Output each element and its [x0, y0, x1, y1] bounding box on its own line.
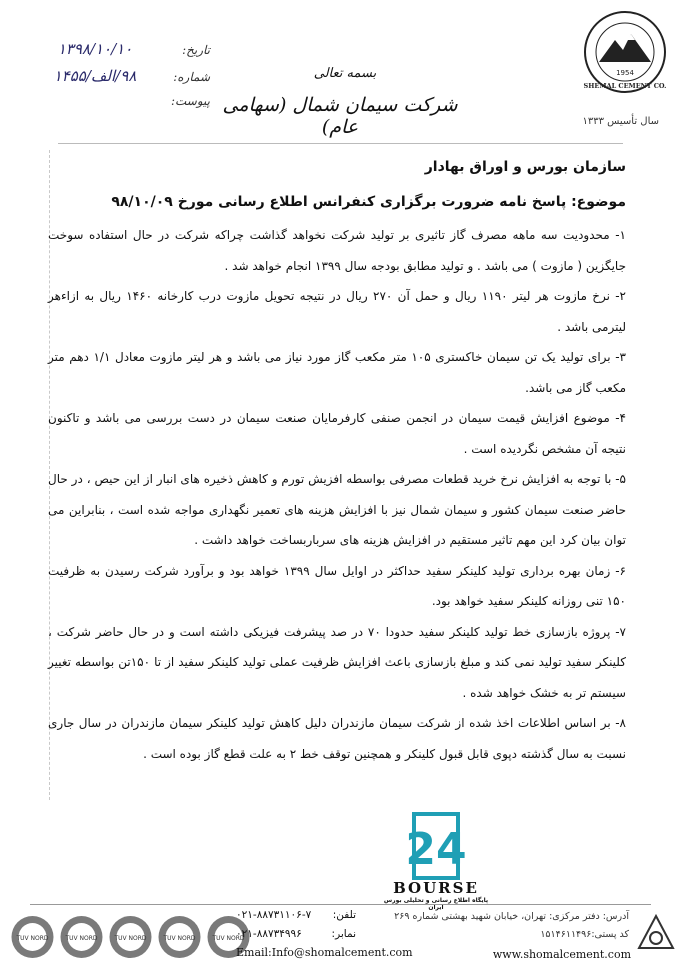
list-item: ۱- محدودیت سه ماهه مصرف گاز تاثیری بر تولید شرکت نخواهد گذاشت چراکه شرکت در حال استفاده سوخت جایگزین ( مازوت ) می باشد . و تولید مطابق بودجه سال ۱۳۹۹ انجام خواهد شد . [48, 228, 626, 273]
fax-label: نمابر: [331, 928, 356, 940]
footer-divider [30, 904, 651, 905]
bismillah: بسمه تعالی [313, 66, 377, 81]
address-line: آدرس: دفتر مرکزی: تهران، خیابان شهید بهشتی شماره ۲۶۹ [394, 911, 629, 922]
address-block [379, 908, 629, 944]
list-item: ۶- زمان بهره برداری تولید کلینکر سفید حداکثر در اوایل سال ۱۳۹۹ خواهد بود و برآورد شرکت رسیدن به ظرفیت ۱۵۰ تنی روزانه کلینکر سفید خواهد بود. [48, 563, 626, 608]
number-row [30, 67, 210, 94]
tuv-badge-icon [108, 910, 153, 964]
attachment-row [30, 94, 210, 121]
attachment-label: پیوست: [170, 94, 210, 108]
list-item: ۴- موضوع افزایش قیمت سیمان در انجمن صنفی کارفرمایان صنعت سیمان در دست بررسی می باشد و تاکنون نتیجه آن مشخص نگردیده است . [48, 411, 626, 456]
phone-value: ۰۲۱-۸۸۷۳۱۱۰۶-۷ [236, 909, 312, 921]
badge-label: TUV NORD [65, 935, 98, 942]
recipient: سازمان بورس و اوراق بهادار [424, 159, 626, 175]
date-label: تاریخ: [182, 43, 210, 57]
postal-code: کد پستی:۱۵۱۴۶۱۱۴۹۶ [540, 929, 629, 940]
badge-label: TUV NORD [212, 935, 245, 942]
number-value: ۹۸/الف/۱۴۵۵ [53, 67, 137, 85]
tuv-badge-icon [10, 910, 55, 964]
bourse-wordmark: BOURSE [393, 879, 479, 897]
letter-body [48, 150, 626, 769]
list-item: ۳- برای تولید یک تن سیمان خاکستری ۱۰۵ متر مکعب گاز مورد نیاز می باشد و هر لیتر مازوت معادل ۱/۱ دهم متر مکعب گاز می باشد. [48, 350, 626, 395]
list-item: ۲- نرخ مازوت هر لیتر ۱۱۹۰ ریال و حمل آن ۲۷۰ ریال در نتیجه تحویل مازوت درب کارخانه ۱۴۶۰ ریال به ازاءهر لیترمی باشد . [48, 289, 626, 334]
header-divider [58, 143, 623, 144]
contact-phones [236, 906, 356, 944]
list-item: ۸- بر اساس اطلاعات اخذ شده از شرکت سیمان مازندران دلیل کاهش تولید کلینکر سیمان مازندران در سال جاری نسبت به سال گذشته دپوی قابل قبول کلینکر و همچنین توقف خط ۲ به علت قطع گاز بوده است . [48, 716, 626, 761]
badge-label: TUV NORD [163, 935, 196, 942]
website-address: www.shomalcement.com [492, 948, 631, 961]
badge-label: TUV NORD [114, 935, 147, 942]
logo-english: SHEMAL CEMENT CO. [583, 82, 667, 90]
phone-row [236, 906, 356, 925]
certification-badges [10, 910, 251, 964]
footer-logo-icon [637, 914, 675, 950]
subject-line: موضوع: پاسخ نامه ضرورت برگزاری کنفرانس اطلاع رسانی مورخ ۹۸/۱۰/۰۹ [111, 194, 626, 210]
date-value: ۱۳۹۸/۱۰/۱۰ [57, 40, 133, 58]
letter-meta [30, 40, 210, 121]
number-label: شماره: [173, 70, 210, 84]
badge-label: TUV NORD [16, 935, 49, 942]
fax-row [236, 925, 356, 944]
company-logo [583, 10, 667, 94]
list-item: ۵- با توجه به افزایش نرخ خرید قطعات مصرفی بواسطه افزیش تورم و کاهش ذخیره های انبار از این حیص ، در حال حاضر صنعت سیمان کشور و سیمان شمال نیز با افزایش هزینه های تعمیر نگهداری مواجه شده است ، بنابراین می توان بیان کرد این مهم تاثیر مستقیم در افزایش هزینه های سرباربساخت خواهد داشت . [48, 472, 626, 547]
tuv-badge-icon [157, 910, 202, 964]
fax-value: ۰۲۱-۸۸۷۳۴۹۹۶ [236, 928, 302, 940]
company-title: شرکت سیمان شمال (سهامی عام) [222, 94, 458, 138]
bourse-mark: 24 [405, 824, 467, 875]
bourse-subtitle: پایگاه اطلاع رسانی و تحلیلی بورس ایران [383, 897, 489, 911]
tuv-badge-icon [59, 910, 104, 964]
phone-label: تلفن: [332, 909, 356, 921]
logo-year: 1954 [616, 69, 634, 77]
email-address: Email:Info@shomalcement.com [236, 946, 413, 959]
founded-year: سال تأسیس ۱۳۳۳ [582, 116, 659, 127]
date-row [30, 40, 210, 67]
list-item: ۷- پروژه بازسازی خط تولید کلینکر سفید حدودا ۷۰ در صد پیشرفت فیزیکی داشته است و در حال حاضر شرکت ، کلینکر سفید تولید نمی کند و مبلغ بازسازی باعث افزایش ظرفیت عملی تولید کلینکر سفید از تا ۱۵۰تن بواسطه تغییر سیستم تر به خشک خواهد شده . [48, 624, 626, 700]
